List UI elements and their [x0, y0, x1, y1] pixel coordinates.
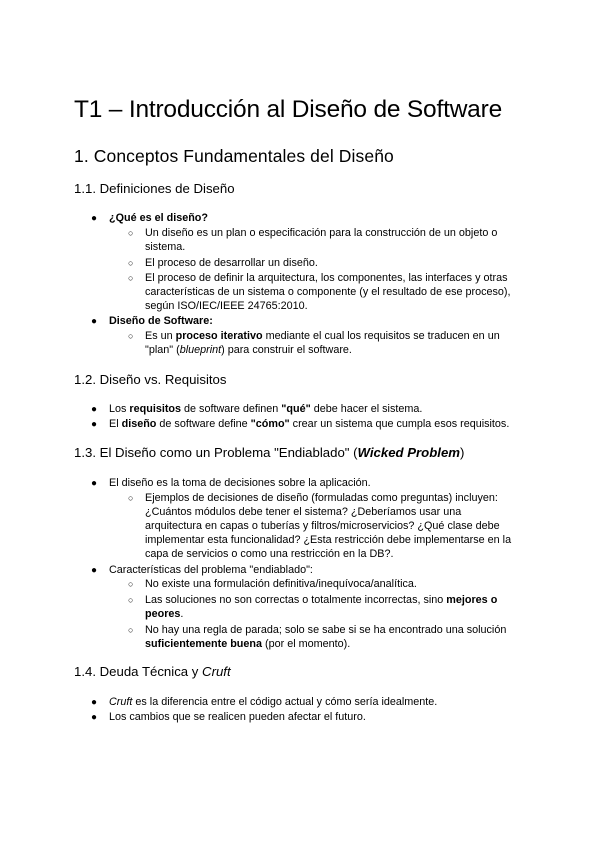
sub-bullet-marker: ○ [128, 625, 134, 635]
list-item-continuation: capa de servicios o como una restricción en la DB?. [145, 548, 394, 560]
list-item: No existe una formulación definitiva/inequívoca/analítica. [145, 578, 417, 590]
sub-bullet-marker: ○ [128, 228, 134, 238]
sub-bullet-marker: ○ [128, 493, 134, 503]
list-item: Los requisitos de software definen "qué" debe hacer el sistema. [109, 403, 423, 415]
sub-bullet-marker: ○ [128, 273, 134, 283]
list-item: ¿Qué es el diseño? [109, 212, 208, 224]
list-item-continuation: implementar esta funcionalidad? ¿Esta restricción debe implementarse en la [145, 534, 512, 546]
list-item-continuation: "plan" (blueprint) para construir el software. [145, 344, 352, 356]
list-item: Es un proceso iterativo mediante el cual los requisitos se traducen en un [145, 330, 500, 342]
sub-bullet-marker: ○ [128, 579, 134, 589]
list-item-continuation: suficientemente buena (por el momento). [145, 638, 351, 650]
list-item-continuation: ¿Cuántos módulos debe tener el sistema? ¿Deberíamos usar una [145, 506, 462, 518]
list-item: Un diseño es un plan o especificación para la construcción de un objeto o [145, 227, 498, 239]
subsection-heading-1-2: 1.2. Diseño vs. Requisitos [74, 372, 227, 387]
list-item-continuation: arquitectura en capas o tuberías y filtros/microservicios? ¿Qué clase debe [145, 520, 500, 532]
list-item: El proceso de definir la arquitectura, los componentes, las interfaces y otras [145, 272, 508, 284]
list-item: Los cambios que se realicen pueden afectar el futuro. [109, 711, 366, 723]
list-item: Características del problema "endiablado": [109, 564, 313, 576]
list-item: El diseño de software define "cómo" crear un sistema que cumpla esos requisitos. [109, 418, 510, 430]
list-item: El proceso de desarrollar un diseño. [145, 257, 318, 269]
section-heading-1: 1. Conceptos Fundamentales del Diseño [74, 146, 394, 166]
list-item: El diseño es la toma de decisiones sobre la aplicación. [109, 477, 371, 489]
bullet-marker: ● [91, 213, 98, 224]
list-item: Ejemplos de decisiones de diseño (formuladas como preguntas) incluyen: [145, 492, 498, 504]
list-item-continuation: según ISO/IEC/IEEE 24765:2010. [145, 300, 308, 312]
sub-bullet-marker: ○ [128, 258, 134, 268]
list-item: Las soluciones no son correctas o totalmente incorrectas, sino mejores o [145, 594, 498, 606]
subsection-heading-1-4: 1.4. Deuda Técnica y Cruft [74, 664, 231, 679]
list-item: Diseño de Software: [109, 315, 213, 327]
bullet-marker: ● [91, 565, 98, 576]
sub-bullet-marker: ○ [128, 331, 134, 341]
bullet-marker: ● [91, 478, 98, 489]
bullet-marker: ● [91, 404, 98, 415]
list-item-continuation: características de un sistema o componente (y el resultado de ese proceso), [145, 286, 511, 298]
bullet-marker: ● [91, 419, 98, 430]
list-item-continuation: sistema. [145, 241, 186, 253]
list-item: No hay una regla de parada; solo se sabe si se ha encontrado una solución [145, 624, 507, 636]
bullet-marker: ● [91, 316, 98, 327]
sub-bullet-marker: ○ [128, 595, 134, 605]
list-item-continuation: peores. [145, 608, 184, 620]
page-title: T1 – Introducción al Diseño de Software [74, 96, 502, 123]
bullet-marker: ● [91, 697, 98, 708]
subsection-heading-1-3: 1.3. El Diseño como un Problema "Endiablado" (Wicked Problem) [74, 445, 465, 460]
subsection-heading-1-1: 1.1. Definiciones de Diseño [74, 181, 235, 196]
bullet-marker: ● [91, 712, 98, 723]
list-item: Cruft es la diferencia entre el código actual y cómo sería idealmente. [109, 696, 438, 708]
